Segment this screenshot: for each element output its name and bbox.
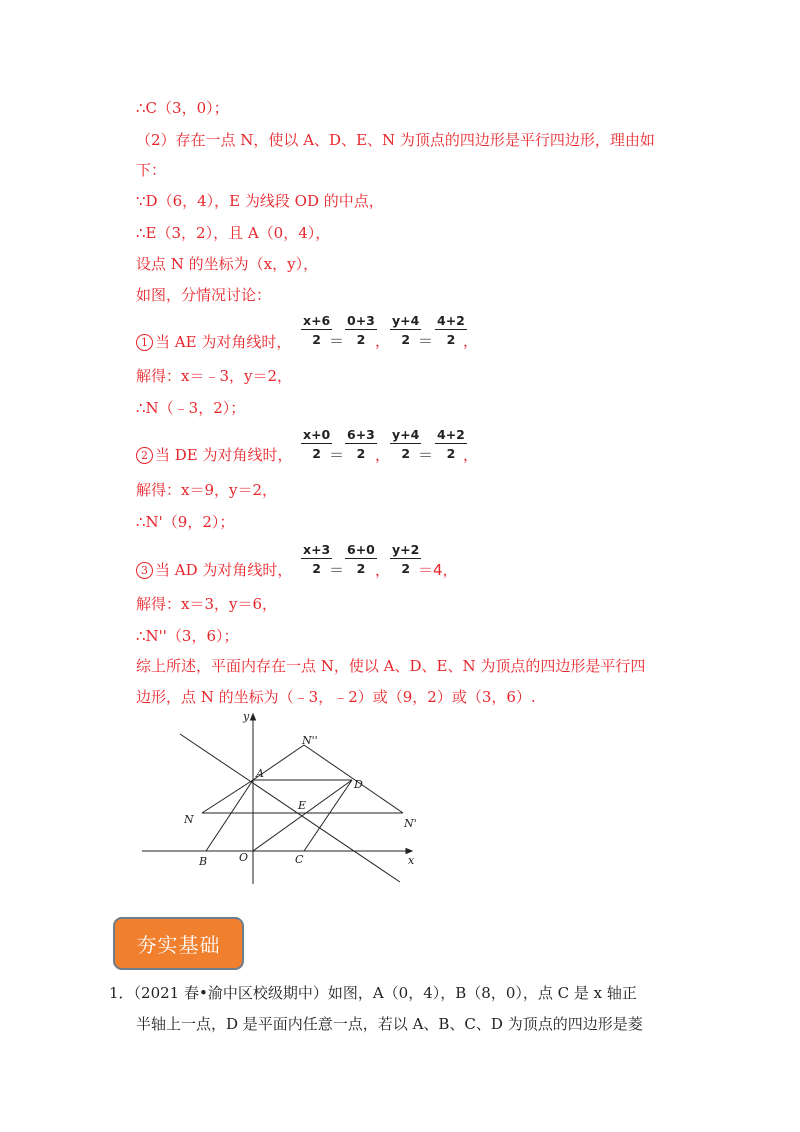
comma: ， <box>463 332 479 350</box>
case-label-text: 当 DE 为对角线时， <box>155 446 293 464</box>
text-line: 解得：x＝9，y＝2， <box>136 481 278 499</box>
text-line: 解得：x＝﹣3，y＝2， <box>136 367 293 385</box>
fraction: $\frac{y+2}{2}$ <box>392 542 420 576</box>
fraction: $\frac{4+2}{2}$ <box>437 313 465 347</box>
text-line: ∴E（3，2），且 A（0，4）， <box>136 224 331 242</box>
equals-sign: ＝ <box>329 446 345 464</box>
equation-case-1 <box>0 313 800 353</box>
fraction: $\frac{4+2}{2}$ <box>437 427 465 461</box>
label-n-double-prime: N'' <box>302 734 318 747</box>
fraction: $\frac{x+0}{2}$ <box>303 427 331 461</box>
equals-sign: ＝ <box>418 446 434 464</box>
fraction: $\frac{x+3}{2}$ <box>303 542 331 576</box>
comma: ， <box>375 446 391 464</box>
segment-cd <box>304 780 352 851</box>
case-label-text: 当 AE 为对角线时， <box>155 333 292 351</box>
label-c: C <box>295 853 304 866</box>
equals-sign: ＝ <box>418 332 434 350</box>
label-b: B <box>199 855 208 868</box>
fraction: $\frac{0+3}{2}$ <box>347 313 375 347</box>
comma: ， <box>375 332 391 350</box>
label-n: N <box>184 813 194 826</box>
circled-number: 3 <box>136 562 153 579</box>
text-line: ∵D（6，4），E 为线段 OD 的中点， <box>136 192 384 210</box>
geometry-diagram <box>140 706 430 886</box>
question-line-1: 1．（2021 春•渝中区校级期中）如图，A（0，4），B（8，0），点 C 是 x 轴正 <box>109 984 637 1002</box>
x-axis-arrow <box>406 849 412 854</box>
equation-case-2 <box>0 427 800 467</box>
text-line: ∴N（﹣3，2）； <box>136 399 246 417</box>
fraction: $\frac{y+4}{2}$ <box>392 427 420 461</box>
section-badge: 夯实基础 <box>113 917 244 970</box>
text-line: 解得：x＝3，y＝6， <box>136 595 278 613</box>
comma: ， <box>375 561 391 579</box>
text-line: 下： <box>136 161 167 179</box>
fraction: $\frac{x+6}{2}$ <box>303 313 331 347</box>
label-o: O <box>239 851 249 864</box>
segment-od <box>253 780 352 851</box>
line-ac <box>180 734 400 882</box>
circled-number: 1 <box>136 334 153 351</box>
label-d: D <box>354 778 363 791</box>
text-line: （2）存在一点 N，使以 A、D、E、N 为顶点的四边形是平行四边形，理由如 <box>136 131 655 149</box>
label-a: A <box>256 767 264 780</box>
equals-sign: ＝ <box>329 332 345 350</box>
label-y: y <box>243 710 250 723</box>
text-line: ∴C（3，0）； <box>136 99 229 117</box>
comma: ， <box>463 446 479 464</box>
question-line-2: 半轴上一点，D 是平面内任意一点，若以 A、B、C、D 为顶点的四边形是菱 <box>136 1015 643 1033</box>
label-x: x <box>408 854 415 867</box>
circled-number: 2 <box>136 447 153 464</box>
fraction: $\frac{6+0}{2}$ <box>347 542 375 576</box>
case-label-text: 当 AD 为对角线时， <box>155 561 293 579</box>
text-line: 如图，分情况讨论： <box>136 286 272 304</box>
equation-tail: ＝4， <box>418 561 458 579</box>
fraction: $\frac{y+4}{2}$ <box>392 313 420 347</box>
text-line: ∴N'（9，2）； <box>136 513 235 531</box>
fraction: $\frac{6+3}{2}$ <box>347 427 375 461</box>
y-axis-arrow <box>251 714 256 720</box>
label-n-prime: N' <box>404 817 417 830</box>
text-line: 边形，点 N 的坐标为（﹣3，﹣2）或（9，2）或（3，6）. <box>136 688 536 706</box>
label-e: E <box>298 799 307 812</box>
equation-case-3 <box>0 542 800 582</box>
text-line: 设点 N 的坐标为（x，y）， <box>136 255 319 273</box>
text-line: 综上所述，平面内存在一点 N，使以 A、D、E、N 为顶点的四边形是平行四 <box>136 657 646 675</box>
segment-ab <box>206 780 253 851</box>
equals-sign: ＝ <box>329 561 345 579</box>
text-line: ∴N''（3，6）； <box>136 627 239 645</box>
